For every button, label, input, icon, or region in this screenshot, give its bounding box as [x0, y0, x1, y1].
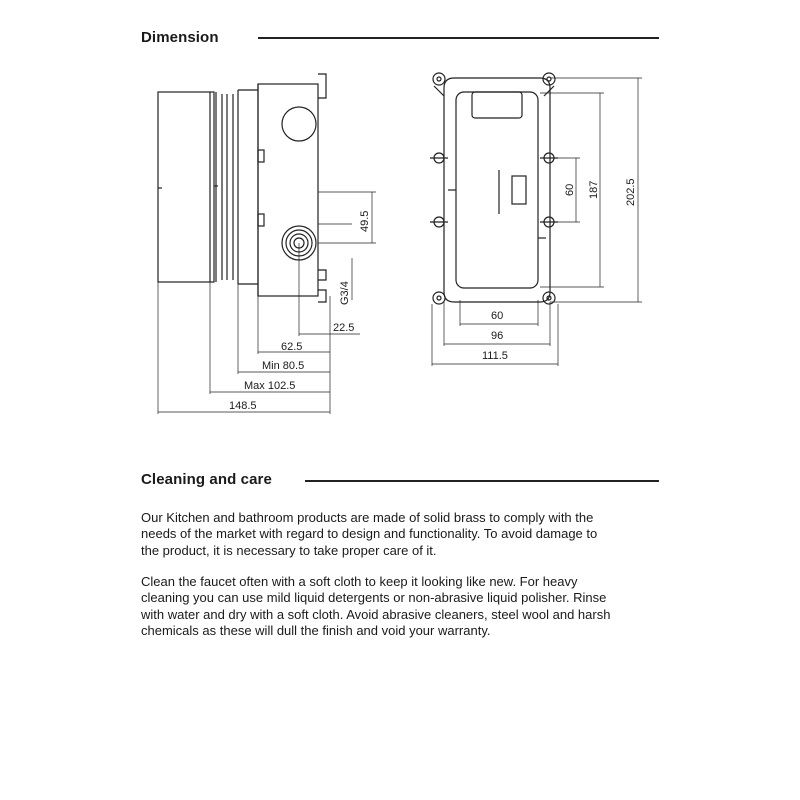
thread-label: G3/4	[339, 281, 351, 305]
care-paragraph-2	[141, 574, 661, 640]
dimension-title: Dimension	[141, 29, 219, 46]
care-paragraph-1	[141, 510, 661, 559]
dim-62-5: 62.5	[281, 341, 303, 353]
dim-96: 96	[491, 330, 504, 342]
dim-202-5: 202.5	[625, 178, 637, 206]
care-paragraph-1-line: needs of the market with regard to design and functionality. To avoid damage to	[141, 526, 598, 542]
dim-60-height: 60	[564, 183, 576, 196]
dim-187: 187	[588, 180, 600, 199]
care-paragraph-2-line: chemicals as these will dull the finish and void your warranty.	[141, 623, 491, 639]
front-view-ear-bottom-left	[433, 292, 445, 304]
dim-max-102-5: Max 102.5	[244, 380, 296, 392]
care-paragraph-1-line: the product, it is necessary to take proper care of it.	[141, 542, 437, 558]
care-heading-rule	[305, 480, 659, 482]
front-view-ear-top-left	[433, 73, 445, 96]
side-view	[158, 74, 326, 302]
care-paragraph-2-line: Clean the faucet often with a soft cloth to keep it looking like new. For heavy	[141, 574, 578, 589]
dim-148-5: 148.5	[229, 400, 257, 412]
front-view-ear-top-right	[543, 73, 555, 96]
dim-22-5: 22.5	[333, 322, 355, 334]
front-view	[430, 73, 558, 304]
front-view-frame	[444, 78, 550, 302]
dim-60-width: 60	[491, 310, 504, 322]
dim-111-5: 111.5	[482, 350, 508, 362]
care-heading	[141, 471, 272, 488]
dim-49-5: 49.5	[359, 210, 371, 232]
care-title: Cleaning and care	[141, 471, 272, 488]
side-view-upper-port	[282, 107, 316, 141]
care-paragraph-2-line: with water and dry with a soft cloth. Avoid abrasive cleaners, steel wool and harsh	[141, 606, 611, 622]
side-view-upper-lug	[318, 74, 326, 98]
dim-min-80-5: Min 80.5	[262, 360, 305, 372]
side-view-valve-body	[258, 84, 318, 296]
care-paragraph-1-line: Our Kitchen and bathroom products are made of solid brass to comply with the	[141, 510, 594, 525]
front-view-dimensions	[432, 78, 642, 366]
side-view-cover-plate	[158, 92, 214, 282]
care-paragraph-2-line: cleaning you can use mild liquid detergents or non-abrasive liquid polisher. Rinse	[141, 590, 607, 606]
